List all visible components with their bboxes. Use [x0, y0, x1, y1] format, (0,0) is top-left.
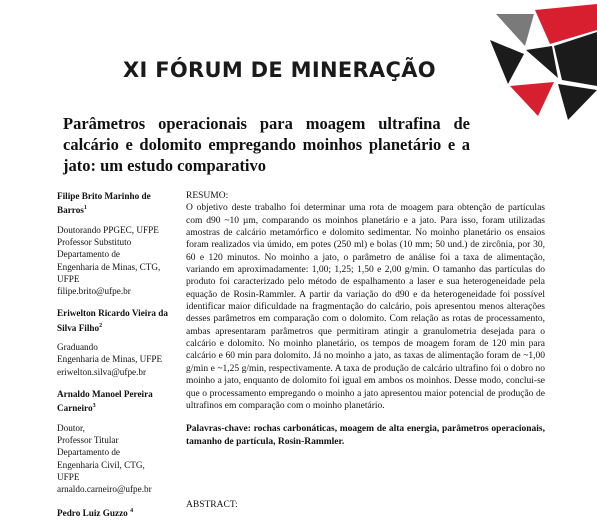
affiliation-line: Engenharia de Minas, CTG,: [57, 261, 161, 272]
author-email: eriwelton.silva@ufpe.br: [57, 366, 147, 377]
author-block: [57, 307, 179, 378]
affiliation-line: UFPE: [57, 273, 80, 284]
abstract-column: [186, 190, 545, 448]
keywords: Palavras-chave: rochas carbonáticas, moagem de alta energia, parâmetros operacionais, tamanho de partícula, Rosin-Rammler.: [186, 424, 545, 447]
author-email: arnaldo.carneiro@ufpe.br: [57, 484, 152, 495]
author-name: Pedro Luiz Guzzo $^4$: [57, 508, 134, 519]
author-name: Filipe Brito Marinho de Barros$^1$: [57, 191, 151, 216]
geometric-triangles-logo: [488, 0, 597, 120]
abstract-heading: ABSTRACT:: [186, 500, 238, 510]
forum-title: XI FÓRUM DE MINERAÇÃO: [123, 58, 436, 82]
resumo-text: O objetivo deste trabalho foi determinar uma rota de moagem para obtenção de partículas com d90 ~10 µm, comparando os moinhos planetário e a jato. Para isso, foram utilizadas amostras de calcário metamórfico e dolomito sedimentar. No moinho planetário os ensaios foram realizados via úmido, em potes (250 ml) e bolas (10 mm; 50 und.) de zircônia, por 30, 60 e 120 minutos. No moinho a jato, o parâmetro de análise foi a taxa de alimentação, variando em aproximadamente: 1,00; 1,25; 1,50 e 2,00 g/min. O tamanho das partículas do produto foi caracterizado pelo método de espalhamento a laser e sua heterogeneidade pela equação de Rosin-Rammler. A partir da variação do d90 e da heterogeneidade foi possível identificar maior dificuldade na fragmentação do calcário, pois apresentou menos alterações desses parâmetros em comparação com o dolomito. Com relação as rotas de processamento, ambas apresentaram parâmetros que permitiram atingir a granulometria desejada para o calcário e dolomito. No moinho planetário, os tempos de moagem foram de 120 min para calcário e 60 min para dolomito. Já no moinho a jato, as taxas de alimentação foram de ~1,00 g/min e ~1,25 g/min, respectivamente. A taxa de produção de calcário ultrafino foi o dobro no moinho a jato, enquanto de dolomito foi igual em ambos os moinhos. Desse modo, conclui-se que o processamento empregando o moinho a jato apresentou maior potencial de produção de ultrafinos em comparação com o moinho planetário.: [186, 203, 545, 411]
affiliation-line: Professor Titular: [57, 434, 119, 445]
paper-title: Parâmetros operacionais para moagem ultrafina de calcário e dolomito empregando moinhos planetário e a jato: um estudo comparativo: [63, 114, 470, 175]
affiliation-line: Graduando: [57, 342, 98, 353]
affiliation-line: Departamento de: [57, 447, 121, 458]
affiliation-line: Professor Substituto: [57, 236, 132, 247]
logo-red-triangle-mid: [510, 82, 554, 116]
resumo-heading: RESUMO:: [186, 191, 229, 201]
author-name: Arnaldo Manoel Pereira Carneiro$^3$: [57, 388, 153, 414]
author-block: [57, 190, 179, 297]
logo-gray-triangle: [496, 14, 534, 46]
author-block: [57, 505, 179, 519]
affiliation-line: UFPE: [57, 471, 80, 482]
author-block: [57, 388, 179, 495]
affiliation-line: Doutorando PPGEC, UFPE: [57, 224, 159, 235]
affiliation-line: Departamento de: [57, 249, 121, 260]
logo-dark-triangle-center: [526, 46, 558, 78]
author-name: Eriwelton Ricardo Vieira da Silva Filho$^2$: [57, 308, 169, 333]
logo-dark-triangle-bottom: [558, 84, 597, 120]
author-email: filipe.brito@ufpe.br: [57, 286, 131, 297]
affiliation-line: Engenharia Civil, CTG,: [57, 459, 145, 470]
affiliation-line: Engenharia de Minas, UFPE: [57, 354, 163, 365]
logo-dark-triangle-left: [490, 40, 524, 84]
affiliation-line: Doutor,: [57, 422, 85, 433]
authors-column: [57, 190, 179, 530]
